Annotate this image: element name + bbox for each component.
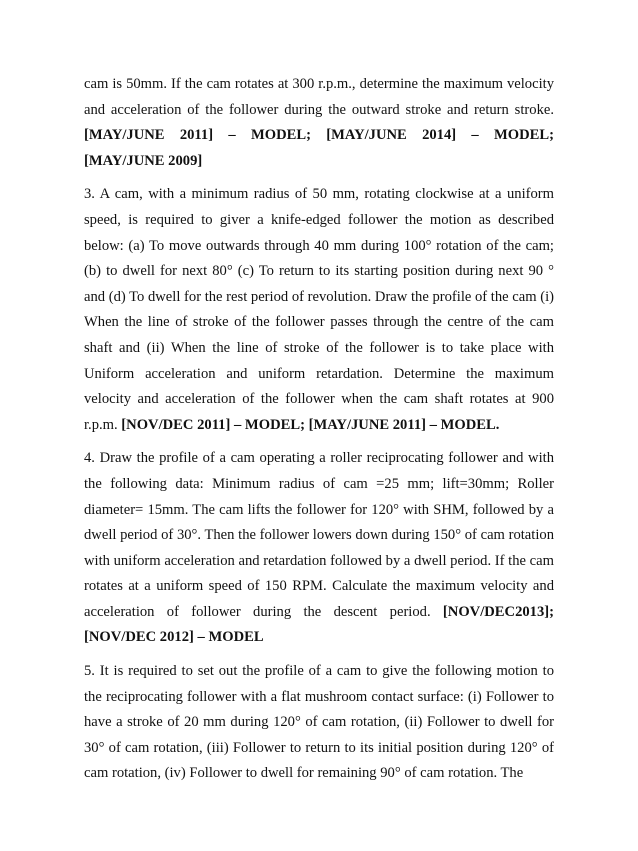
document-page — [84, 72, 554, 795]
question-text: 3. A cam, with a minimum radius of 50 mm, rotating clockwise at a uniform speed, is required to giver a knife-edged follower the motion as described below: (a) To move outwards through 40 mm during 100° rotation of the cam; (b) to dwell for next 80° (c) To return to its starting position during next 90 ° and (d) To dwell for the rest period of revolution. Draw the profile of the cam (i) When the line of stroke of the follower passes through the centre of the cam shaft and (ii) When the line of stroke of the follower is to take place with Uniform acceleration and uniform retardation. Determine the maximum velocity and acceleration of the follower when the cam shaft rotates at 900 r.p.m. — [84, 186, 555, 433]
exam-reference: [NOV/DEC 2011] – MODEL; [MAY/JUNE 2011] – MODEL. — [121, 416, 500, 433]
question-text: 4. Draw the profile of a cam operating a roller reciprocating follower and with the following data: Minimum radius of cam =25 mm; lift=30mm; Roller diameter= 15mm. The cam lifts the follower for 120° with SHM, followed by a dwell period of 30°. Then the follower lowers down during 150° of cam rotation with uniform acceleration and retardation followed by a dwell period. If the cam rotates at a uniform speed of 150 RPM. Calculate the maximum velocity and acceleration of follower during the descent period. — [84, 450, 554, 620]
question-3 — [84, 182, 554, 438]
exam-reference: [MAY/JUNE 2011] – MODEL; [MAY/JUNE 2014] – MODEL; [MAY/JUNE 2009] — [84, 127, 554, 169]
exam-reference: [NOV/DEC2013]; [NOV/DEC 2012] – MODEL — [84, 603, 554, 646]
question-5 — [84, 659, 554, 787]
paragraph-text: cam is 50mm. If the cam rotates at 300 r.p.m., determine the maximum velocity and acceleration of the follower during the outward stroke and return stroke. — [84, 76, 554, 118]
paragraph-cam-velocity — [84, 72, 554, 174]
question-4 — [84, 446, 554, 651]
question-text: 5. It is required to set out the profile of a cam to give the following motion to the reciprocating follower with a flat mushroom contact surface: (i) Follower to have a stroke of 20 mm during 120° of cam rotation, (ii) Follower to dwell for 30° of cam rotation, (iii) Follower to return to its initial position during 120° of cam rotation, (iv) Follower to dwell for remaining 90° of cam rotation. The — [84, 663, 554, 782]
